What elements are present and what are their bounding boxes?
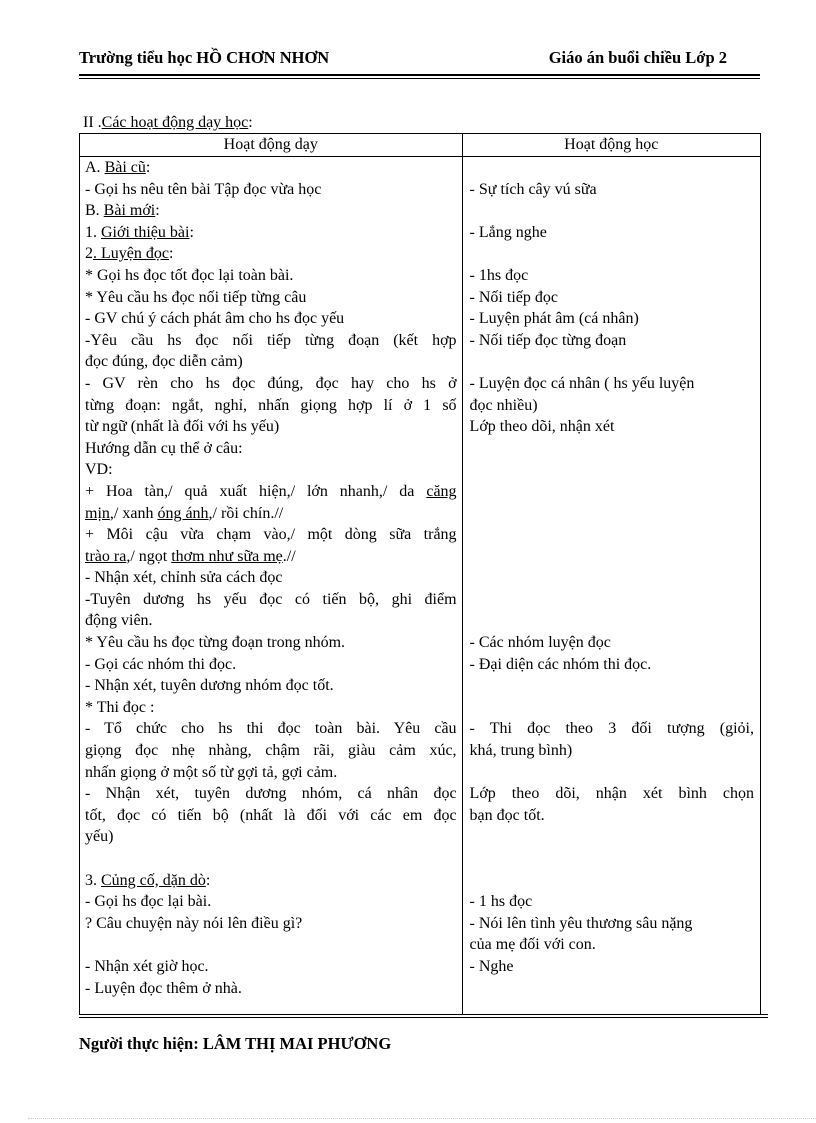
- table-line: [463, 762, 760, 784]
- table-line: - Luyện phát âm (cá nhân): [469, 310, 639, 328]
- table-line: B. Bài mới:: [85, 202, 160, 220]
- table-line: - GV rèn cho hs đọc đúng, đọc hay cho hs ở: [85, 374, 457, 392]
- table-line: * Thi đọc :: [85, 698, 155, 716]
- table-line: [463, 675, 760, 697]
- table-line: khá, trung bình): [469, 742, 573, 760]
- table-line: [463, 438, 760, 460]
- table-body-row: [80, 157, 761, 1016]
- table-line: - Nhận xét giờ học.: [85, 957, 209, 975]
- footer-author: Người thực hiện: LÂM THỊ MAI PHƯƠNG: [79, 1034, 392, 1053]
- activities-table: [79, 133, 761, 1015]
- table-line: - Tổ chức cho hs thi đọc toàn bài. Yêu cầu: [85, 720, 457, 738]
- table-line: - Đại diện các nhóm thi đọc.: [469, 655, 652, 673]
- table-line: [463, 157, 760, 179]
- table-line: + Môi cậu vừa chạm vào,/ một dòng sữa trắng: [85, 526, 457, 544]
- table-line: - Thi đọc theo 3 đối tượng (giỏi,: [469, 720, 754, 738]
- table-bottom-rule-second: [79, 1017, 768, 1018]
- table-line: -Tuyên dương hs yếu đọc có tiến bộ, ghi điểm: [85, 590, 457, 608]
- table-line: * Yêu cầu hs đọc nối tiếp từng câu: [85, 288, 307, 306]
- table-line: 2. Luyện đọc:: [85, 245, 174, 263]
- table-line: [80, 934, 462, 956]
- table-line: [463, 243, 760, 265]
- table-line: - GV chú ý cách phát âm cho hs đọc yếu: [85, 310, 345, 328]
- table-line: bạn đọc tốt.: [469, 806, 545, 824]
- table-line: - Nghe: [469, 957, 514, 975]
- table-line: [463, 826, 760, 848]
- table-line: - Gọi hs đọc lại bài.: [85, 893, 212, 911]
- teacher-activity-header: Hoạt động dạy: [80, 134, 463, 157]
- table-line: từ ngữ (nhất là đối với hs yếu): [85, 418, 280, 436]
- table-line: [463, 503, 760, 525]
- table-line: [463, 524, 760, 546]
- table-line: Lớp theo dõi, nhận xét: [469, 418, 615, 436]
- table-line: - Luyện đọc cá nhân ( hs yếu luyện: [469, 374, 695, 392]
- table-line: [80, 848, 462, 870]
- table-line: ? Câu chuyện này nói lên điều gì?: [85, 914, 303, 932]
- table-line: -Yêu cầu hs đọc nối tiếp từng đoạn (kết hợp: [85, 331, 457, 349]
- teacher-activities: [80, 157, 462, 1015]
- table-line: [463, 697, 760, 719]
- table-line: [463, 481, 760, 503]
- table-line: từng đoạn: ngắt, nghỉ, nhấn giọng hợp lí ở 1 số: [85, 396, 457, 414]
- table-line: - Nhận xét, tuyên dương nhóm, cá nhân đọc: [85, 785, 457, 803]
- table-line: - Nhận xét, chỉnh sửa cách đọc: [85, 569, 283, 587]
- student-activity-header: Hoạt động học: [462, 134, 760, 157]
- table-line: - Nối tiếp đọc: [469, 288, 558, 306]
- table-line: 1. Giới thiệu bài:: [85, 223, 194, 241]
- table-line: - 1 hs đọc: [469, 893, 533, 911]
- section-title: [83, 114, 253, 132]
- table-line: của mẹ đối với con.: [469, 936, 596, 954]
- table-line: - Nói lên tình yêu thương sâu nặng: [469, 914, 693, 932]
- table-line: yếu): [85, 828, 114, 846]
- table-line: trào ra,/ ngọt thơm như sữa mẹ.//: [85, 547, 296, 565]
- table-line: [463, 459, 760, 481]
- table-line: [463, 978, 760, 1000]
- table-line: [463, 546, 760, 568]
- table-line: động viên.: [85, 612, 153, 630]
- table-line: * Yêu cầu hs đọc từng đoạn trong nhóm.: [85, 634, 346, 652]
- lesson-plan-title: Giáo án buổi chiều Lớp 2: [548, 48, 727, 67]
- table-line: - Lắng nghe: [469, 223, 547, 241]
- table-line: A. Bài cũ:: [85, 159, 151, 176]
- section-heading: Các hoạt động dạy học: [101, 114, 249, 131]
- table-line: - Nhận xét, tuyên dương nhóm đọc tốt.: [85, 677, 334, 695]
- page-bottom-dots: [28, 1118, 816, 1119]
- table-line: [463, 848, 760, 870]
- table-line: giọng đọc nhẹ nhàng, chậm rãi, giàu cảm xúc,: [85, 742, 457, 760]
- table-bottom-rule: [79, 1014, 768, 1015]
- section-number: II .: [83, 114, 102, 131]
- table-line: - Nối tiếp đọc từng đoạn: [469, 331, 627, 349]
- table-line: - Các nhóm luyện đọc: [469, 634, 611, 652]
- page-header: [79, 48, 760, 72]
- table-header-row: [80, 134, 761, 157]
- header-rule: [79, 74, 760, 76]
- table-line: [463, 870, 760, 892]
- table-line: - Gọi các nhóm thi đọc.: [85, 655, 237, 673]
- table-line: + Hoa tàn,/ quả xuất hiện,/ lớn nhanh,/ da căng: [85, 482, 457, 500]
- school-name: Trường tiểu học HỒ CHƠN NHƠN: [79, 48, 330, 67]
- table-line: Lớp theo dõi, nhận xét bình chọn: [469, 785, 754, 803]
- table-line: đọc đúng, đọc diễn cảm): [85, 353, 243, 371]
- table-line: [463, 567, 760, 589]
- table-line: - Gọi hs nêu tên bài Tập đọc vừa học: [85, 180, 322, 198]
- table-line: mịn,/ xanh óng ánh,/ rồi chín.//: [85, 504, 284, 522]
- table-line: tốt, đọc có tiến bộ (nhất là đối với các em đọc: [85, 806, 457, 824]
- table-line: - Luyện đọc thêm ở nhà.: [85, 979, 242, 997]
- table-line: VD:: [85, 461, 113, 479]
- table-line: nhấn giọng ở một số từ gợi tả, gợi cảm.: [85, 763, 338, 781]
- section-colon: :: [248, 114, 253, 131]
- table-line: [463, 200, 760, 222]
- table-line: đọc nhiều): [469, 396, 538, 414]
- table-line: [463, 351, 760, 373]
- table-line: [463, 589, 760, 611]
- table-line: - Sự tích cây vú sữa: [469, 180, 597, 198]
- table-line: [463, 610, 760, 632]
- table-line: - 1hs đọc: [469, 266, 529, 284]
- student-activities: [463, 157, 760, 1015]
- table-line: * Gọi hs đọc tốt đọc lại toàn bài.: [85, 266, 294, 284]
- table-line: 3. Củng cố, dặn dò:: [85, 871, 211, 889]
- table-line: Hướng dẫn cụ thể ở câu:: [85, 439, 243, 457]
- header-rule-thin: [79, 78, 760, 79]
